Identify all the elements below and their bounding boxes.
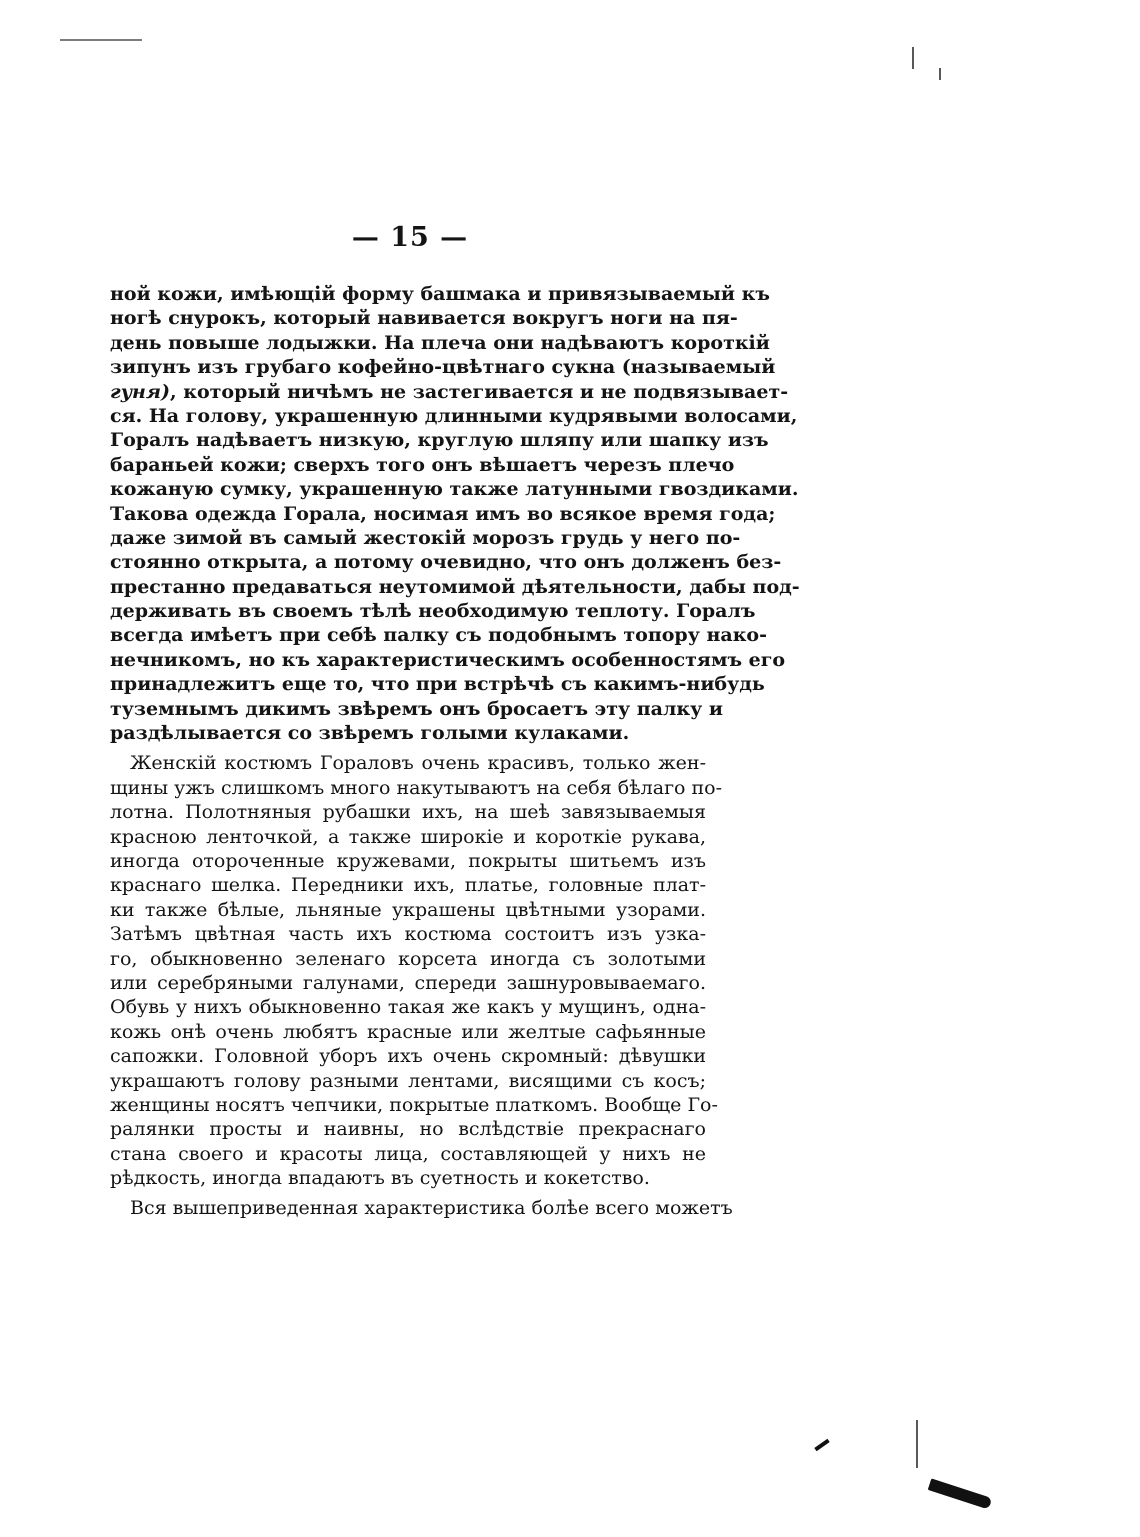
text-line: иногда отороченные кружевами, покрыты шитьемъ изъ [110,849,706,872]
text-line: украшаютъ голову разными лентами, висящими съ косъ; [110,1069,706,1092]
text-line: Обувь у нихъ обыкновенно такая же какъ у мущинъ, одна- [110,996,706,1019]
text-line: Горалъ надѣваетъ низкую, круглую шляпу или шапку изъ [110,429,769,452]
text-line: Затѣмъ цвѣтная часть ихъ костюма состоитъ изъ узка- [110,923,706,946]
text-line: Такова одежда Горала, носимая имъ во всякое время года; [110,502,776,525]
scan-artifact-bottom-right-blot [928,1478,993,1509]
text-line: зипунъ изъ грубаго кофейно-цвѣтнаго сукна (называемый [110,356,776,379]
text-line: стоянно открыта, а потому очевидно, что онъ долженъ без- [110,551,782,574]
text-line: красною ленточкой, а также широкіе и короткіе рукава, [110,825,706,848]
text-line: ся. На голову, украшенную длинными кудрявыми волосами, [110,404,798,427]
text-line: го, обыкновенно зеленаго корсета иногда съ золотыми [110,947,706,970]
text-line: раздѣлывается со звѣремъ голыми кулаками. [110,722,630,745]
scan-artifact-top-right [912,47,914,69]
text-line: сапожки. Головной уборъ ихъ очень скромный: дѣвушки [110,1045,706,1068]
text-line: даже зимой въ самый жестокій морозъ грудь у него по- [110,526,741,549]
text-line [110,380,789,404]
text-line: кожь онѣ очень любятъ красные или желтые сафьянные [110,1020,706,1043]
text-line: краснаго шелка. Передники ихъ, платье, головные плат- [110,874,706,897]
text-line: всегда имѣетъ при себѣ палку съ подобнымъ топору нако- [110,624,767,647]
page-number: — 15 — [351,222,469,253]
text-line: или серебряными галунами, спереди зашнуровываемаго. [110,971,706,994]
paragraph [110,282,800,745]
text-line: ногѣ снурокъ, который навивается вокругъ ноги на пя- [110,307,738,330]
paragraph [110,1196,733,1220]
scan-artifact-top-left [60,39,142,41]
text-segment: , который ничѣмъ не застегивается и не подвязывает- [170,380,789,403]
text-line: женщины носятъ чепчики, покрытые платкомъ. Вообще Го- [110,1093,718,1116]
text-line: Вся вышеприведенная характеристика болѣе всего можетъ [130,1197,733,1220]
text-line: принадлежитъ еще то, что при встрѣчѣ съ какимъ-нибудь [110,673,765,696]
text-line: нечникомъ, но къ характеристическимъ особенностямъ его [110,648,786,671]
paragraph [110,751,723,1190]
text-line: ралянки просты и наивны, но вслѣдствіе прекраснаго [110,1118,706,1141]
text-line: ки также бѣлые, льняные украшены цвѣтными узорами. [110,898,706,921]
scan-artifact-top-right-2 [939,68,941,80]
text-line: лотна. Полотняныя рубашки ихъ, на шеѣ завязываемыя [110,801,706,824]
text-line: щины ужъ слишкомъ много накутываютъ на себя бѣлаго по- [110,776,723,799]
text-line: ной кожи, имѣющій форму башмака и привязываемый къ [110,283,770,305]
text-line: держивать въ своемъ тѣлѣ необходимую теплоту. Горалъ [110,600,756,623]
scan-artifact-bottom-right-tick [814,1439,829,1451]
body-text [110,282,800,1221]
text-line: туземнымъ дикимъ звѣремъ онъ бросаетъ эту палку и [110,697,723,720]
text-line: кожаную сумку, украшенную также латунными гвоздиками. [110,478,799,501]
text-line: Женскій костюмъ Гораловъ очень красивъ, только жен- [130,752,706,775]
text-line: стана своего и красоты лица, составляющей у нихъ не [110,1142,706,1165]
text-line: престанно предаваться неутомимой дѣятельности, дабы под- [110,575,800,598]
scan-artifact-bottom-right-line [916,1420,918,1468]
italic-word: гуня) [110,380,171,403]
text-line: день повыше лодыжки. На плеча они надѣваютъ короткій [110,331,770,354]
text-line: бараньей кожи; сверхъ того онъ вѣшаетъ черезъ плечо [110,453,735,476]
text-line: рѣдкость, иногда впадаютъ въ суетность и кокетство. [110,1167,650,1190]
